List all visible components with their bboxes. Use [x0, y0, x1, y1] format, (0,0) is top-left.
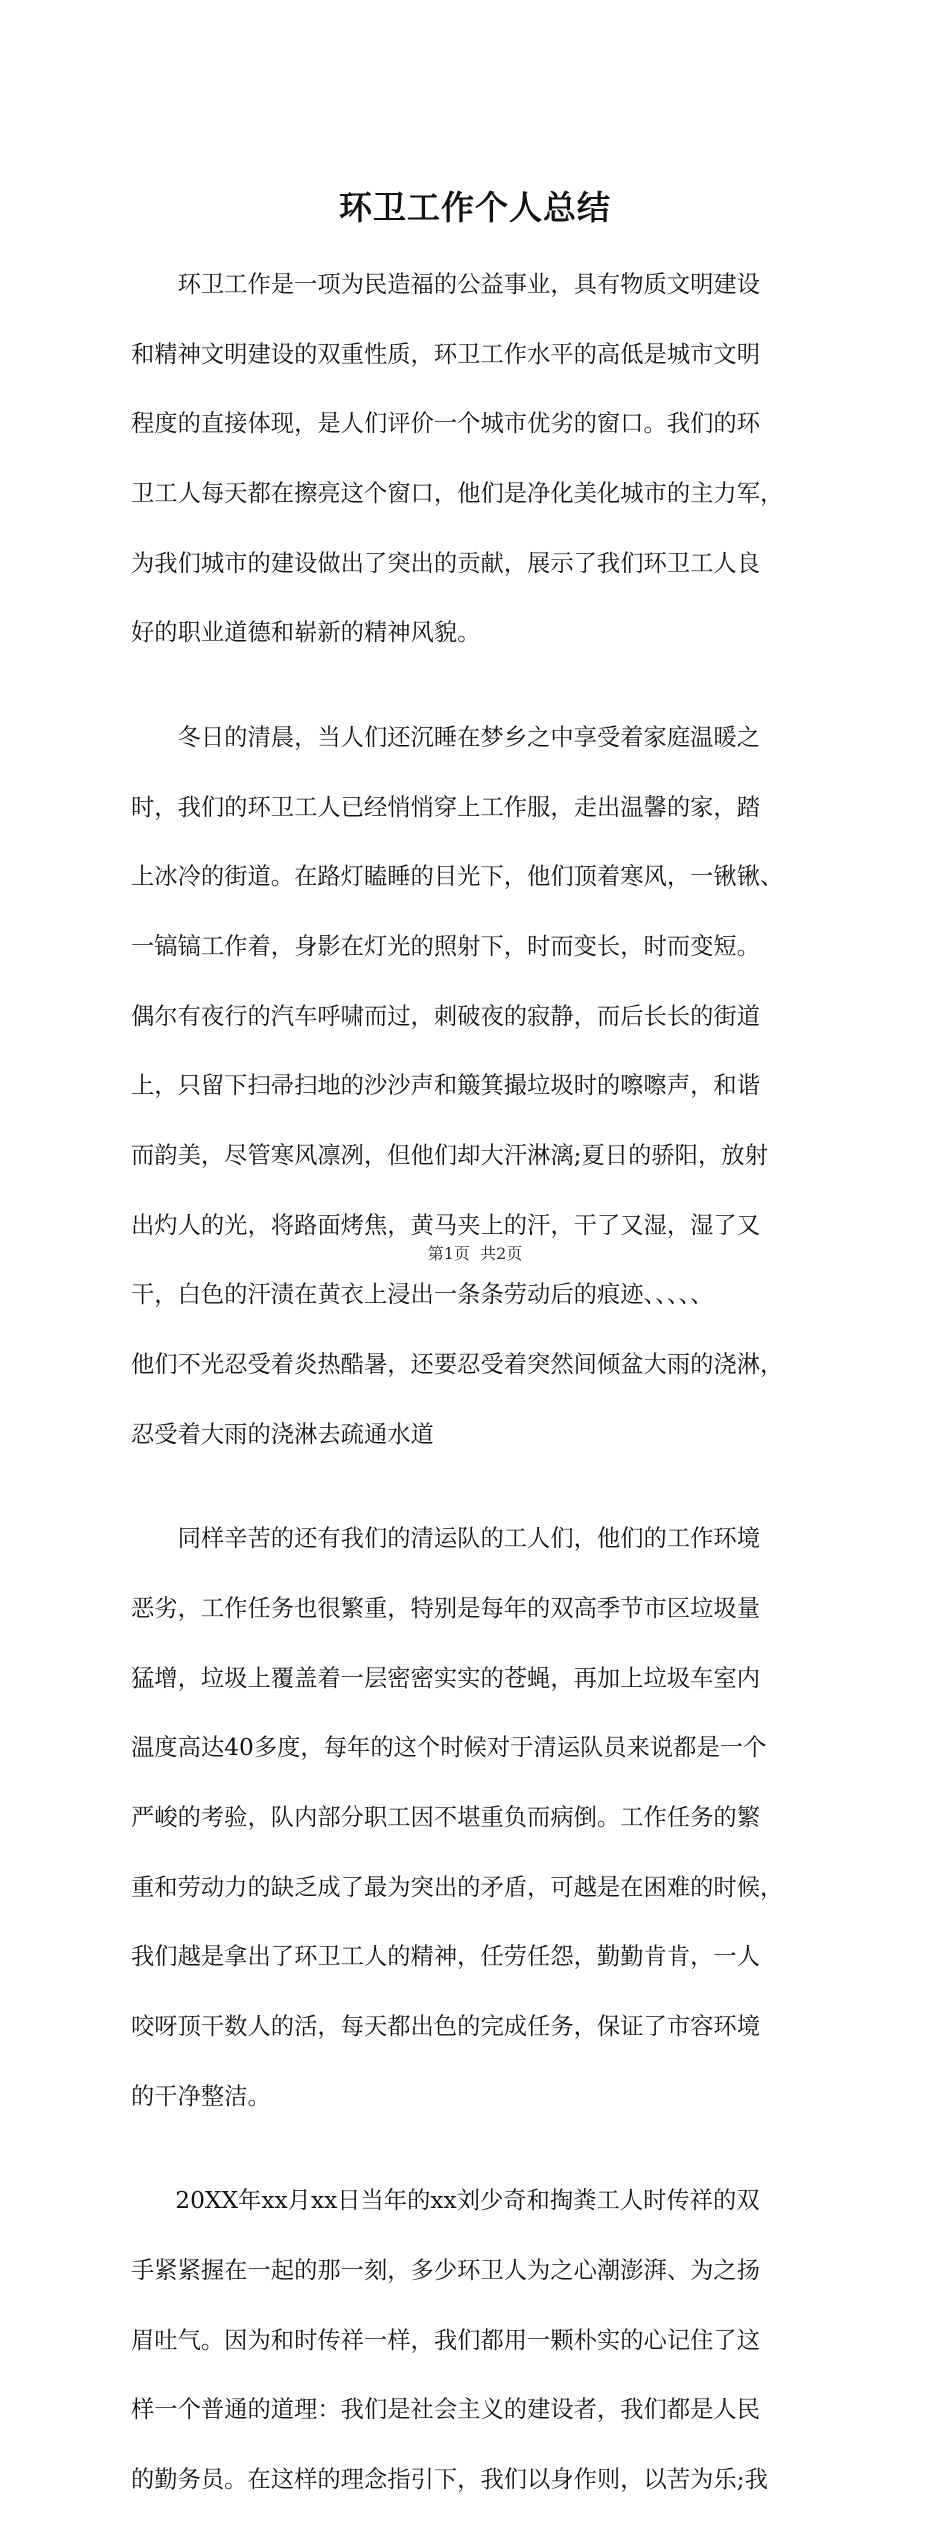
paragraph-1	[131, 233, 827, 686]
page-total: 共2页	[480, 1244, 523, 1263]
paragraph-3	[131, 1487, 827, 2149]
paragraph-line: 上冰冷的街道。在路灯瞌睡的目光下，他们顶着寒风，一锹锹、	[131, 863, 784, 891]
page-number: 第1页	[427, 1244, 470, 1263]
paragraph-line: 冬日的清晨，当人们还沉睡在梦乡之中享受着家庭温暖之	[177, 723, 761, 751]
paragraph-line: 的勤务员。在这样的理念指引下，我们以身作则，以苦为乐;我	[131, 2466, 768, 2493]
paragraph-2	[131, 686, 827, 1487]
paragraph-line: 为我们城市的建设做出了突出的贡献，展示了我们环卫工人良	[131, 549, 761, 577]
paragraph-line: 干，白色的汗渍在黄衣上浸出一条条劳动后的痕迹、、、、、	[131, 1281, 714, 1309]
paragraph-line: 时，我们的环卫工人已经悄悄穿上工作服，走出温馨的家，踏	[131, 793, 761, 821]
paragraph-line: 偶尔有夜行的汽车呼啸而过，刺破夜的寂静，而后长长的街道	[131, 1002, 761, 1030]
paragraph-line: 20XX年xx月xx日当年的xx刘少奇和掏粪工人时传祥的双	[175, 2187, 760, 2215]
paragraph-line: 和精神文明建设的双重性质，环卫工作水平的高低是城市文明	[131, 340, 761, 368]
paragraph-line: 他们不光忍受着炎热酷暑，还要忍受着突然间倾盆大雨的浇淋，	[131, 1351, 784, 1378]
paragraph-line: 同样辛苦的还有我们的清运队的工人们，他们的工作环境	[177, 1525, 761, 1553]
paragraph-line: 而韵美，尽管寒风凛冽，但他们却大汗淋漓;夏日的骄阳，放射	[131, 1141, 768, 1169]
paragraph-line: 恶劣，工作任务也很繁重，特别是每年的双高季节市区垃圾量	[131, 1594, 761, 1622]
footer-spacer	[470, 1244, 480, 1263]
paragraph-line: 出灼人的光，将路面烤焦，黄马夹上的汗，干了又湿，湿了又	[131, 1211, 761, 1239]
paragraph-line: 忍受着大雨的浇淋去疏通水道	[131, 1420, 434, 1448]
paragraph-line: 上，只留下扫帚扫地的沙沙声和簸箕撮垃圾时的嚓嚓声，和谐	[131, 1072, 761, 1100]
paragraph-line: 好的职业道德和崭新的精神风貌。	[131, 619, 481, 647]
paragraph-4	[131, 2149, 827, 2532]
paragraph-line: 环卫工作是一项为民造福的公益事业，具有物质文明建设	[177, 270, 761, 298]
paragraph-line: 样一个普通的道理：我们是社会主义的建设者，我们都是人民	[131, 2396, 761, 2424]
paragraph-line: 眉吐气。因为和时传祥一样，我们都用一颗朴实的心记住了这	[131, 2326, 761, 2354]
paragraph-line: 的干净整洁。	[131, 2082, 271, 2110]
paragraph-line: 我们越是拿出了环卫工人的精神，任劳任怨，勤勤肯肯，一人	[131, 1943, 761, 1971]
paragraph-line: 重和劳动力的缺乏成了最为突出的矛盾，可越是在困难的时候，	[131, 1873, 784, 1901]
paragraph-line: 手紧紧握在一起的那一刻，多少环卫人为之心潮澎湃、为之扬	[131, 2256, 761, 2284]
document-body	[131, 233, 827, 2533]
paragraph-line: 猛增，垃圾上覆盖着一层密密实实的苍蝇，再加上垃圾车室内	[131, 1664, 761, 1692]
paragraph-line: 卫工人每天都在擦亮这个窗口，他们是净化美化城市的主力军，	[131, 479, 784, 507]
paragraph-line: 一镐镐工作着，身影在灯光的照射下，时而变长，时而变短。	[131, 932, 761, 960]
paragraph-line: 严峻的考验，队内部分职工因不堪重负而病倒。工作任务的繁	[131, 1803, 761, 1831]
paragraph-line: 温度高达40多度，每年的这个时候对于清运队员来说都是一个	[131, 1734, 767, 1762]
page-footer	[0, 1244, 950, 1264]
document-title: 环卫工作个人总结	[339, 188, 611, 227]
paragraph-line: 程度的直接体现，是人们评价一个城市优劣的窗口。我们的环	[131, 410, 761, 438]
paragraph-line: 咬呀顶干数人的活，每天都出色的完成任务，保证了市容环境	[131, 2013, 761, 2041]
